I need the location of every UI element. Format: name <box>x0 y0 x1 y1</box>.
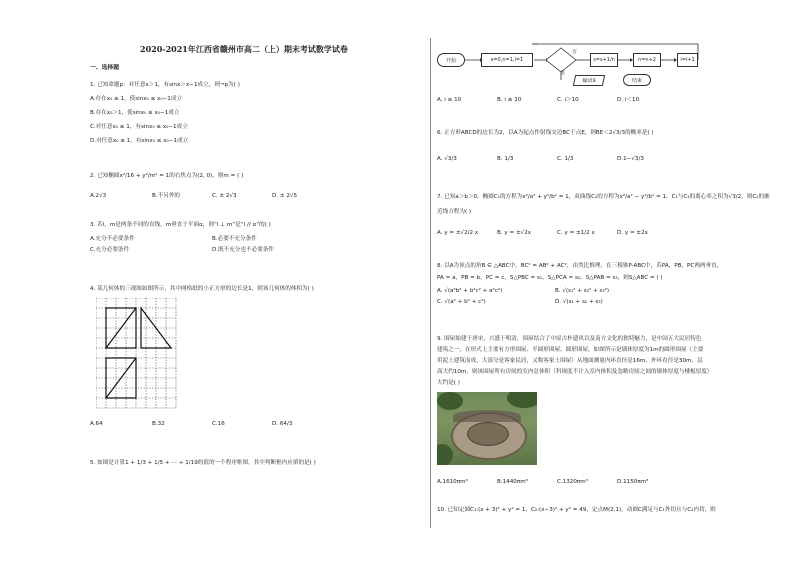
flowchart-start: 开始 <box>437 53 465 67</box>
three-view-figure <box>96 298 178 410</box>
q9-line2: 建筑之一，在形式上主要有方形围屋、半圆形围屋、圆形围屋，如图所示是墙体厚度为1m的圆形围屋（主要 <box>437 347 704 353</box>
q9-option-a: A.1610πm³ <box>437 479 468 485</box>
q3-option-a: A.充分不必要条件 <box>90 236 135 242</box>
q3-option-c: C.充分必要条件 <box>90 247 130 253</box>
q7-stem-line1: 7. 已知a＞b＞0，椭圆C₁的方程为x²/a² + y²/b² = 1，双曲线C₂的方程为x²/a² − y²/b² = 1，C₁与C₂的离心率之积为√3/2，则C₂的渐 <box>437 194 770 200</box>
q2-stem: 2. 已知椭圆x²/16 + y²/m² = 1的右焦点为(2, 0)，则m = ( ) <box>90 173 244 179</box>
flowchart-update-i: i=i+1 <box>677 53 698 67</box>
q5-option-c: C. i＞10 <box>557 97 579 103</box>
q9-line1: 9. 围屋始建于唐宋，兴盛于明清，围屋结合了中原古朴遗风以及南方文化的独特魅力，是中国五大民居特色 <box>437 336 702 342</box>
round-house-photo <box>437 392 537 465</box>
q7-option-b: B. y = ±√2x <box>497 230 532 236</box>
section-heading: 一、选择题 <box>90 65 119 71</box>
q1-option-d: D.对任意x₀ ≤ 1，有sinx₀ ≤ x₀−1成立 <box>90 138 189 144</box>
q1-option-a: A.存在x₀ ≤ 1，使sinx₀ ≤ x₀−1成立 <box>90 96 183 102</box>
q6-option-c: C. 1/3 <box>557 156 574 162</box>
q4-stem: 4. 某几何体的三视图如图所示，其中网格纸的小正方形的边长是1，则该几何体的体积为( ) <box>90 286 314 292</box>
q1-option-c: C.对任意x₀ ≤ 1，有sinx₀ ≤ x₀−1成立 <box>90 124 188 130</box>
q6-option-b: B. 1/3 <box>497 156 514 162</box>
q2-option-b: B.不另外的 <box>152 193 180 199</box>
q4-option-b: B.32 <box>152 421 165 427</box>
q7-option-d: D. y = ±2x <box>617 230 648 236</box>
q8-option-b: B. √(s₁² + s₂² + s₃²) <box>555 288 610 294</box>
q9-option-d: D.1150πm³ <box>617 479 649 485</box>
q10-stem: 10. 已知定圆C₁:(x + 3)² + y² = 1，C₂:(x−3)² + y² = 49，定点M(2,1)，动圆C满足与C₁外切且与C₂内切，则 <box>437 507 716 513</box>
q9-option-b: B.1440πm³ <box>497 479 528 485</box>
flowchart-no-label: 否 <box>572 50 577 55</box>
q3-option-d: D.既不充分也不必要条件 <box>212 247 275 253</box>
q7-stem-line2: 近线方程为( ) <box>437 209 472 215</box>
flowchart-update-s: s=s+1/n <box>590 53 618 67</box>
q8-stem-line2: PA = a，PB = b，PC = c，S△PBC = s₁，S△PCA = s₂，S△PAB = s₃，则S△ABC = ( ) <box>437 275 663 281</box>
q8-option-c: C. √(a² + b² + c²) <box>437 299 486 305</box>
column-divider <box>430 38 431 528</box>
q4-option-a: A.64 <box>90 421 103 427</box>
flowchart-end: 结束 <box>623 74 651 86</box>
q3-stem: 3. 若l，m是两条不同的直线，m垂直于平面α，则“l ⊥ m”是“l // α”的( ) <box>90 222 271 228</box>
q5-stem: 5. 如图是计算1 + 1/3 + 1/5 + ⋯ + 1/19的值的一个程序框图，其中判断框内应填的是( ) <box>90 460 316 466</box>
q6-option-a: A. √3/3 <box>437 156 457 162</box>
q9-option-c: C.1320πm³ <box>557 479 588 485</box>
flowchart-output: 输出S <box>573 75 605 86</box>
q9-line3: 用泥土建筑而成，大部分是客家民居，又称客家土围屋）从地面测量内环直径是16m，外环直径是30m，层 <box>437 358 703 364</box>
q6-option-d: D.1−√3/3 <box>617 156 644 162</box>
q4-option-c: C.16 <box>212 421 225 427</box>
page-title: 2020-2021年江西省赣州市高二（上）期末考试数学试卷 <box>140 44 348 54</box>
flowchart-yes-label: 是 <box>560 71 565 76</box>
q7-option-a: A. y = ±√2/2 x <box>437 230 479 236</box>
q9-line5: 大约是( ) <box>437 380 460 386</box>
q5-option-b: B. i ≤ 10 <box>497 97 522 103</box>
q9-line4: 高大约10m，则该围屋所有房间的室内总体积（科规度不计入室内体积及忽略房间之间的墙体厚度与楼板厚度） <box>437 369 713 375</box>
q8-option-a: A. √(a²b² + b²c² + a²c²) <box>437 288 503 294</box>
q4-option-d: D. 64/3 <box>272 421 293 427</box>
q7-option-c: C. y = ±1/2 x <box>557 230 595 236</box>
q2-option-a: A.2√3 <box>90 193 107 199</box>
q8-stem-line1: 8. 以A为顶点的角B ∈ △ABC中，BC² = AB² + AC²，由类比推理，在三棱锥P-ABC中，若PA，PB，PC两两垂直， <box>437 263 723 269</box>
q1-option-b: B.存在x₀＞1，使sinx₀ ≤ x₀−1成立 <box>90 110 180 116</box>
flowchart-init: s=0,n=1,i=1 <box>481 53 533 67</box>
q8-option-d: D. √(s₁ + s₂ + s₃) <box>555 299 603 305</box>
q2-option-c: C. ± 2√3 <box>212 193 237 199</box>
flowchart-update-n: n=n+2 <box>633 53 661 67</box>
q3-option-b: B.必要不充分条件 <box>212 236 257 242</box>
q2-option-d: D. ± 2√5 <box>272 193 298 199</box>
q1-stem: 1. 已知命题p：对任意x＞1，有sinx＞x−1成立，则¬p为( ) <box>90 82 240 88</box>
q5-option-a: A. i ≤ 10 <box>437 97 462 103</box>
q5-option-d: D. i＜10 <box>617 97 640 103</box>
q6-stem: 6. 正方形ABCD的边长为2，以A为起点作射线交边BC于点E，则BE＜2√3/3的概率是( ) <box>437 130 654 136</box>
